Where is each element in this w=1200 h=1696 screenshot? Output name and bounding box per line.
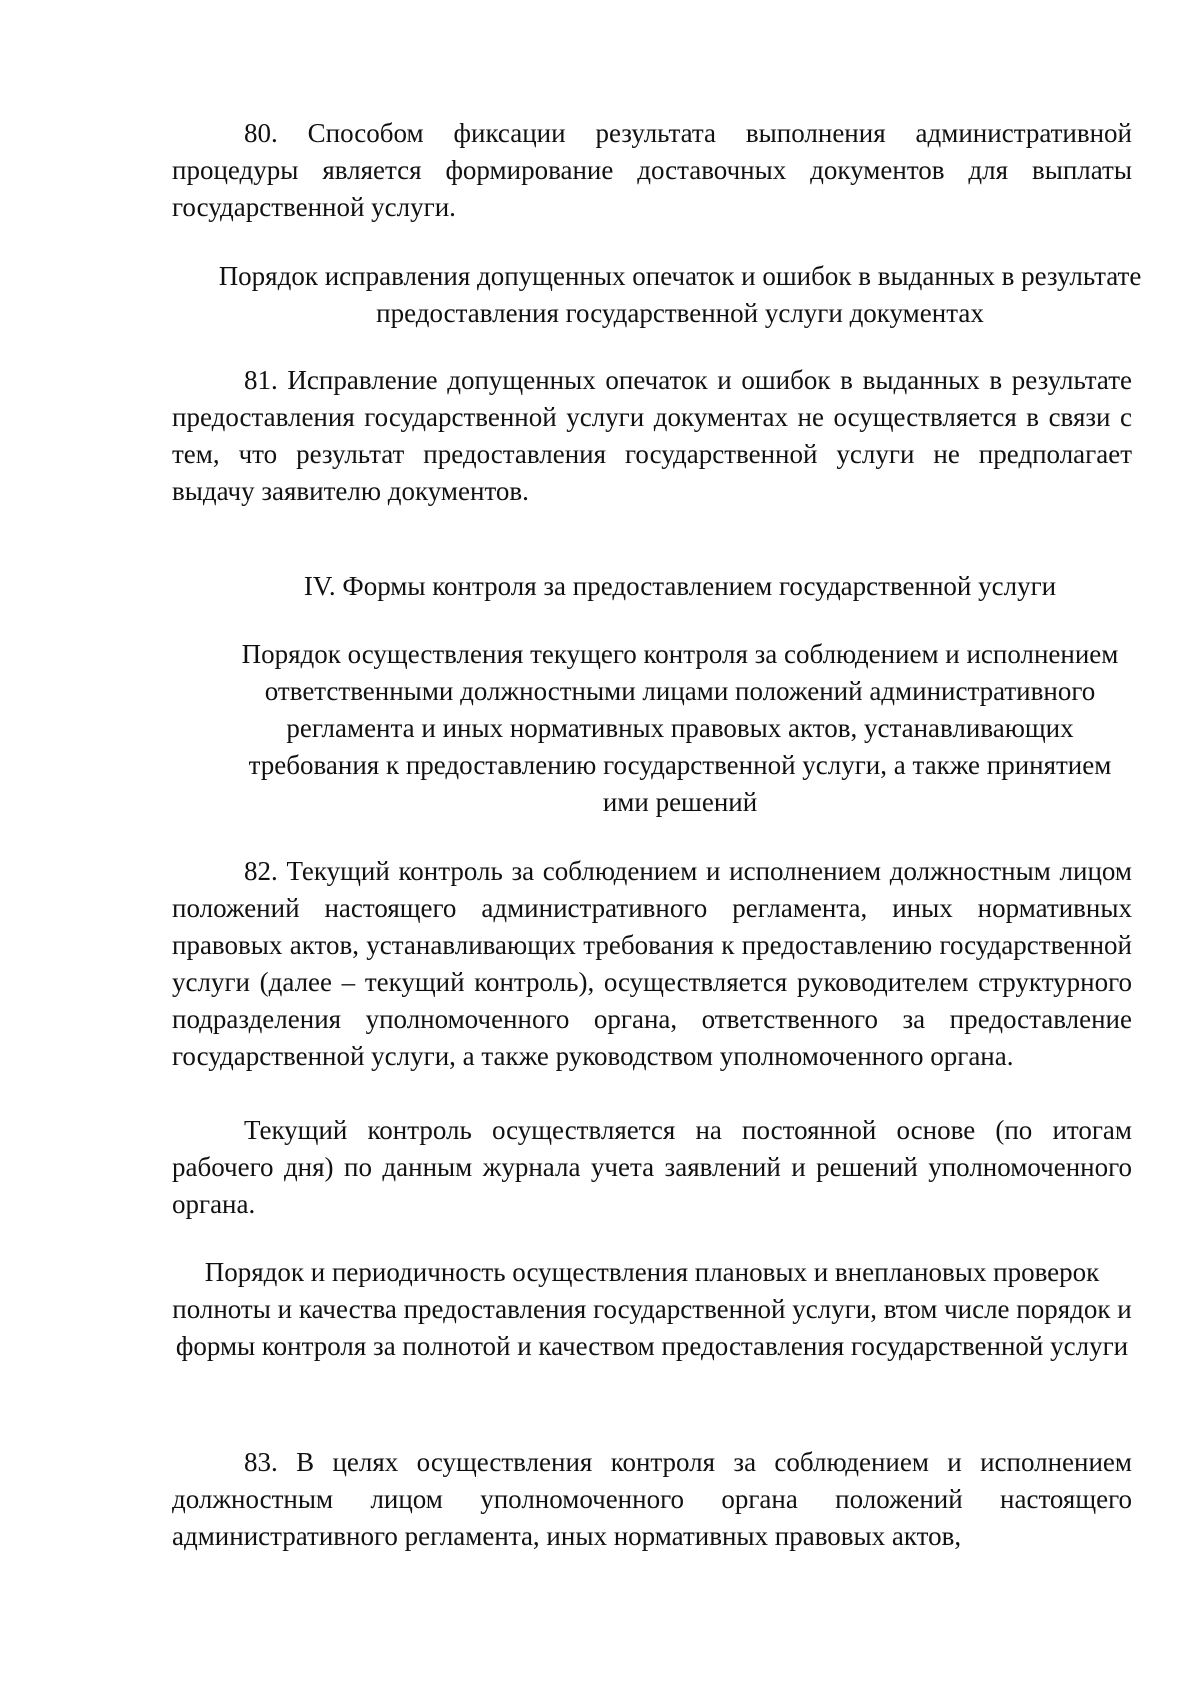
section-iv-title: IV. Формы контроля за предоставлением государственной услуги — [303, 571, 1057, 601]
heading-inspections: Порядок и периодичность осуществления плановых и внеплановых проверок полноты и качества предоставления государственной услуги, втом числе порядок и формы контроля за полнотой и качеством предоставления государственной услуги — [172, 1257, 1132, 1361]
paragraph-81: 81. Исправление допущенных опечаток и ошибок в выданных в результате предоставления государственной услуги документах не осуществляется в связи с тем, что результат предоставления государственной услуги не предполагает выдачу заявителю документов. — [172, 365, 1132, 506]
heading-corrections: Порядок исправления допущенных опечаток и ошибок в выданных в результате предоставления государственной услуги документах — [218, 261, 1142, 328]
paragraph-82: 82. Текущий контроль за соблюдением и исполнением должностным лицом положений настоящего административного регламента, иных нормативных правовых актов, устанавливающих требования к предоставлению государственной услуги (далее – текущий контроль), осуществляется руководителем структурного подразделения уполномоченного органа, ответственного за предоставление государственной услуги, а также руководством уполномоченного органа. — [172, 856, 1132, 1071]
paragraph-80: 80. Способом фиксации результата выполнения административной процедуры является формирование доставочных документов для выплаты государственной услуги. — [172, 118, 1132, 222]
paragraph-82-continued: Текущий контроль осуществляется на постоянной основе (по итогам рабочего дня) по данным журнала учета заявлений и решений уполномоченного органа. — [172, 1115, 1132, 1219]
paragraph-83: 83. В целях осуществления контроля за соблюдением и исполнением должностным лицом уполномоченного органа положений настоящего административного регламента, иных нормативных правовых актов, — [172, 1447, 1132, 1551]
heading-current-control: Порядок осуществления текущего контроля за соблюдением и исполнением ответственными должностными лицами положений административного регламента и иных нормативных правовых актов, устанавливающих требования к предоставлению государственной услуги, а также принятием ими решений — [241, 639, 1119, 817]
